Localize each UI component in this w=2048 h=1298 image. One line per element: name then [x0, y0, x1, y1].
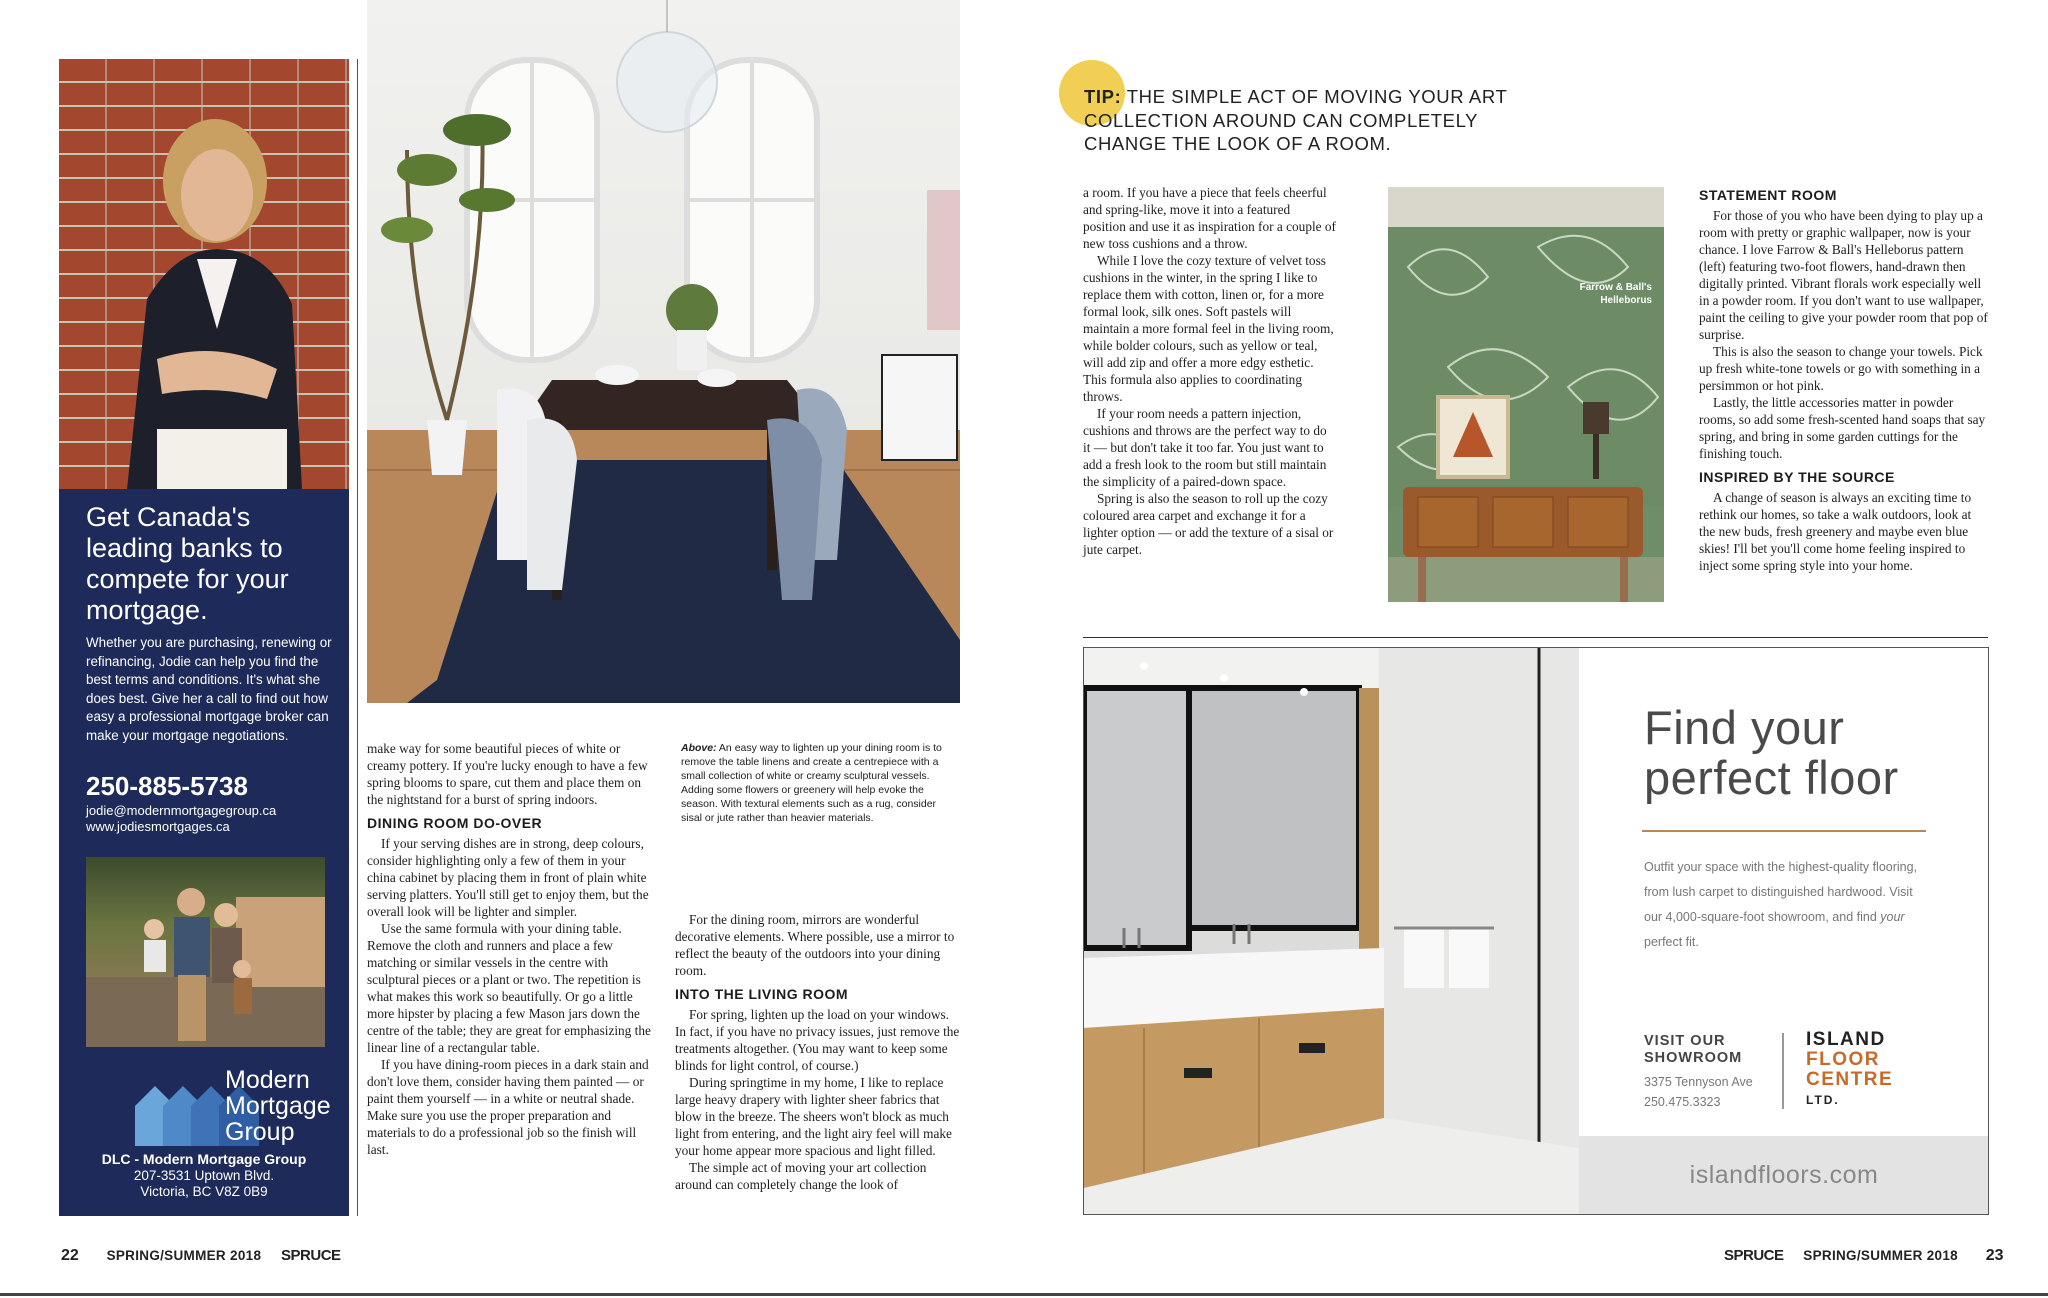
showroom-address	[1644, 1072, 1753, 1112]
page-number-left: 22	[61, 1247, 79, 1264]
paragraph: The simple act of moving your art collection around can completely change the look of	[675, 1160, 927, 1192]
caption-lead: Above:	[681, 742, 717, 754]
article-column-4	[1699, 187, 1989, 574]
paragraph: If your room needs a pattern injection, cushions and throws are the perfect way to do it — but don't take it too far. You just want to add a fresh look to the room but still maintain the simplicity of a paired-down space.	[1083, 406, 1327, 489]
issue-label-left: SPRING/SUMMER 2018	[106, 1248, 262, 1263]
subhead-dining-room: DINING ROOM DO-OVER	[367, 815, 543, 831]
ad-phone[interactable]: 250-885-5738	[86, 771, 248, 801]
subhead-statement-room: STATEMENT ROOM	[1699, 187, 1837, 203]
folio-left	[61, 1247, 341, 1265]
page-bottom-rule	[0, 1293, 2048, 1296]
visit-showroom: VISIT OUR SHOWROOM	[1644, 1033, 1743, 1066]
tip-label: TIP:	[1084, 86, 1122, 107]
floor-headline: Find your perfect floor	[1644, 701, 1899, 804]
floor-body: Outfit your space with the highest-quality flooring, from lush carpet to distinguished hardwood. Visit our 4,000-square-foot showroom, and find your perfect fit.	[1644, 860, 1918, 949]
vertical-divider	[1782, 1033, 1784, 1109]
paragraph: If you have dining-room pieces in a dark stain and don't love them, consider having them painted — or paint them yourself — in a white or neutral shade. Make sure you use the proper preparation and materials to do a professional job so the finish will last.	[367, 1057, 649, 1157]
island-floor-centre-logo: ISLAND FLOOR CENTRE LTD.	[1806, 1029, 1894, 1107]
ad-address-line1: 207-3531 Uptown Blvd.	[133, 1168, 275, 1183]
paragraph: Lastly, the little accessories matter in powder rooms, so add some fresh-scented hand soaps that say spring, and bring in some garden cuttings for the finishing touch.	[1699, 395, 1986, 461]
issue-label-right: SPRING/SUMMER 2018	[1803, 1248, 1958, 1263]
subhead-inspired: INSPIRED BY THE SOURCE	[1699, 469, 1895, 485]
ad-website[interactable]: www.jodiesmortgages.ca	[86, 819, 230, 834]
mortgage-ad	[59, 59, 349, 1216]
floor-accent-rule	[1642, 830, 1926, 832]
ad-company: DLC - Modern Mortgage Group	[101, 1151, 307, 1167]
ad-headline: Get Canada's leading banks to compete for your mortgage.	[86, 502, 289, 625]
ad-email[interactable]: jodie@modernmortgagegroup.ca	[86, 803, 277, 818]
paragraph: If your serving dishes are in strong, deep colours, consider highlighting only a few of them in your china cabinet by placing them in front of plain white serving platters. You'll still get to enjoy them, but the overall look will be lighter and simpler.	[367, 836, 649, 919]
page-number-right: 23	[1985, 1247, 2004, 1264]
article-column-3	[1083, 184, 1336, 558]
paragraph: Spring is also the season to roll up the cozy coloured area carpet and exchange it for a lighter option — or add the texture of a sisal or jute carpet.	[1083, 491, 1334, 557]
paragraph: For the dining room, mirrors are wonderful decorative elements. Where possible, use a mirror to reflect the beauty of the outdoors into your dining room.	[675, 912, 955, 978]
section-divider	[1083, 637, 1988, 638]
paragraph: While I love the cozy texture of velvet toss cushions in the winter, in the spring I like to replace them with cotton, linen or, for a more formal look, silk ones. Soft pastels will maintain a more formal feel in the living room, while bolder colours, such as yellow or teal, will add zip and offer a more edgy esthetic. This formula also applies to coordinating throws.	[1083, 253, 1334, 404]
flooring-ad	[1083, 647, 1989, 1215]
family-photo	[86, 857, 325, 1047]
paragraph: For those of you who have been dying to play up a room with pretty or graphic wallpaper, now is your chance. I love Farrow & Ball's Helleborus pattern (left) featuring two-foot flowers, hand-drawn then digitally printed. Vibrant florals work especially well in a powder room. If you don't want to use wallpaper, paint the ceiling to give your powder room that pop of surprise.	[1699, 208, 1988, 342]
ad-address	[59, 1151, 349, 1200]
caption-text: An easy way to lighten up your dining room is to remove the table linens and create a centrepiece with a small collection of white or creamy sculptural vessels. Adding some flowers or greenery will help evoke the season. With textural elements such as a rug, consider sisal or jute rather than heavier materials.	[681, 742, 942, 824]
brand-logo-right: SPRUCE	[1724, 1247, 1784, 1264]
ad-address-line2: Victoria, BC V8Z 0B9	[140, 1184, 268, 1199]
paragraph: Use the same formula with your dining table. Remove the cloth and runners and place a few matching or similar vessels in the centre with sculptural pieces or a plant or two. The repetition is what makes this work so beautifully. Or go a little more hipster by placing a few Mason jars down the centre of the table; they are great for emphasizing the linear line of a rectangular table.	[367, 921, 651, 1055]
paragraph: This is also the season to change your towels. Pick up fresh white-tone towels or go with something in a persimmon or hot pink.	[1699, 344, 1983, 393]
column-divider	[357, 59, 358, 1216]
paragraph: make way for some beautiful pieces of white or creamy pottery. If you're lucky enough to have a few spring blooms to spare, cut them and place them on the nightstand for a burst of spring indoors.	[367, 741, 648, 807]
subhead-living-room: INTO THE LIVING ROOM	[675, 986, 849, 1002]
showroom-street: 3375 Tennyson Ave	[1644, 1075, 1753, 1089]
floor-website[interactable]: islandfloors.com	[1579, 1136, 1989, 1214]
tip-callout	[1084, 85, 1514, 156]
photo-caption	[681, 741, 956, 825]
modern-mortgage-wordmark: Modern Mortgage Group	[225, 1066, 331, 1146]
paragraph: For spring, lighten up the load on your windows. In fact, if you have no privacy issues, just remove the treatments altogether. (You may want to keep some blinds for light control, of course.)	[675, 1007, 960, 1073]
article-column-1	[367, 740, 653, 1158]
wallpaper-label: Farrow & Ball's Helleborus	[1579, 282, 1652, 306]
ad-contact	[86, 803, 276, 835]
paragraph: A change of season is always an exciting time to rethink our homes, so take a walk outdoors, look at the new buds, fresh greenery and maybe even blue skies! I'll bet you'll come home feeling inspired to inject some spring style into your home.	[1699, 490, 1972, 573]
ad-body: Whether you are purchasing, renewing or refinancing, Jodie can help you find the best terms and conditions. It's what she does best. Give her a call to find out how easy a professional mortgage broker can make your mortgage negotiations.	[86, 635, 332, 743]
folio-right	[1724, 1247, 2004, 1265]
dining-room-photo	[367, 0, 960, 703]
agent-figure	[117, 99, 307, 489]
article-column-2	[675, 911, 960, 1193]
paragraph: During springtime in my home, I like to replace large heavy drapery with lighter sheer fabrics that blow in the breeze. The sheers won't block as much light from entering, and the light airy feel will make your home appear more spacious and light filled.	[675, 1075, 952, 1158]
showroom-phone[interactable]: 250.475.3323	[1644, 1095, 1721, 1109]
brand-logo-left: SPRUCE	[281, 1247, 341, 1264]
paragraph: a room. If you have a piece that feels cheerful and spring-like, move it into a featured position and use it as inspiration for a couple of new toss cushions and a throw.	[1083, 185, 1336, 251]
bathroom-photo	[1084, 648, 1579, 1214]
tip-text: THE SIMPLE ACT OF MOVING YOUR ART COLLECTION AROUND CAN COMPLETELY CHANGE THE LOOK OF A ROOM.	[1084, 86, 1508, 154]
wallpaper-photo	[1388, 187, 1664, 602]
agent-photo	[59, 59, 349, 489]
